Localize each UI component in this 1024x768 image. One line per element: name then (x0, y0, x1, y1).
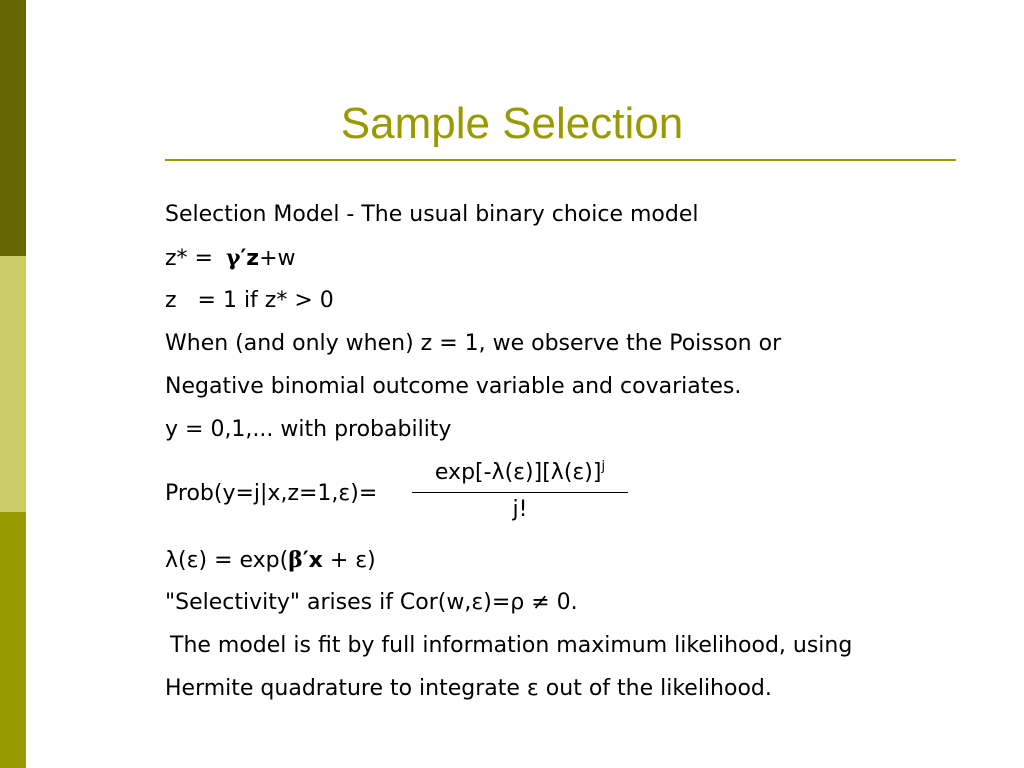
text-line-outcome: Negative binomial outcome variable and covariates. (165, 374, 742, 399)
z-vector: z (246, 246, 260, 271)
equals-symbol: = (185, 417, 204, 442)
prob-fraction (412, 458, 628, 525)
slide-title: Sample Selection (340, 99, 684, 148)
probability-text: 0,1,... with probability (203, 417, 452, 442)
prob-fraction-numerator (412, 458, 628, 493)
x-vector: x (308, 548, 323, 573)
gamma-symbol: γ′ (225, 245, 247, 271)
text-line-selection-model: Selection Model - The usual binary choice model (165, 202, 699, 227)
equation-indicator: z = 1 if z* > 0 (165, 288, 334, 313)
text-line-observe: When (and only when) z = 1, we observe the Poisson or (165, 331, 782, 356)
equation-latent-rhs: +w (259, 246, 296, 271)
side-bar-bottom (0, 512, 26, 768)
text-line-probability (165, 416, 451, 444)
side-bar-middle (0, 256, 26, 512)
side-bar-top (0, 0, 26, 256)
prob-fraction-denominator: j! (512, 497, 528, 522)
title-divider (165, 159, 956, 161)
equation-latent-lhs: z* = (165, 246, 220, 271)
text-line-quadrature: Hermite quadrature to integrate ε out of the likelihood. (165, 676, 772, 701)
y-label: y (165, 417, 186, 442)
beta-symbol: β′ (288, 547, 309, 573)
numerator-exponent: j (601, 459, 606, 474)
text-line-selectivity: "Selectivity" arises if Cor(w,ε)=ρ ≠ 0. (165, 590, 578, 615)
numerator-text: exp[-λ(ε)][λ(ε)] (434, 460, 602, 485)
lambda-lhs: λ(ε) = exp( (165, 548, 289, 573)
text-line-model-fit: The model is fit by full information maximum likelihood, using (170, 633, 853, 658)
equation-lambda (165, 546, 376, 575)
prob-equation-lhs: Prob(y=j|x,z=1,ε)= (165, 481, 378, 506)
equation-latent (165, 244, 296, 273)
lambda-rhs: + ε) (322, 548, 376, 573)
